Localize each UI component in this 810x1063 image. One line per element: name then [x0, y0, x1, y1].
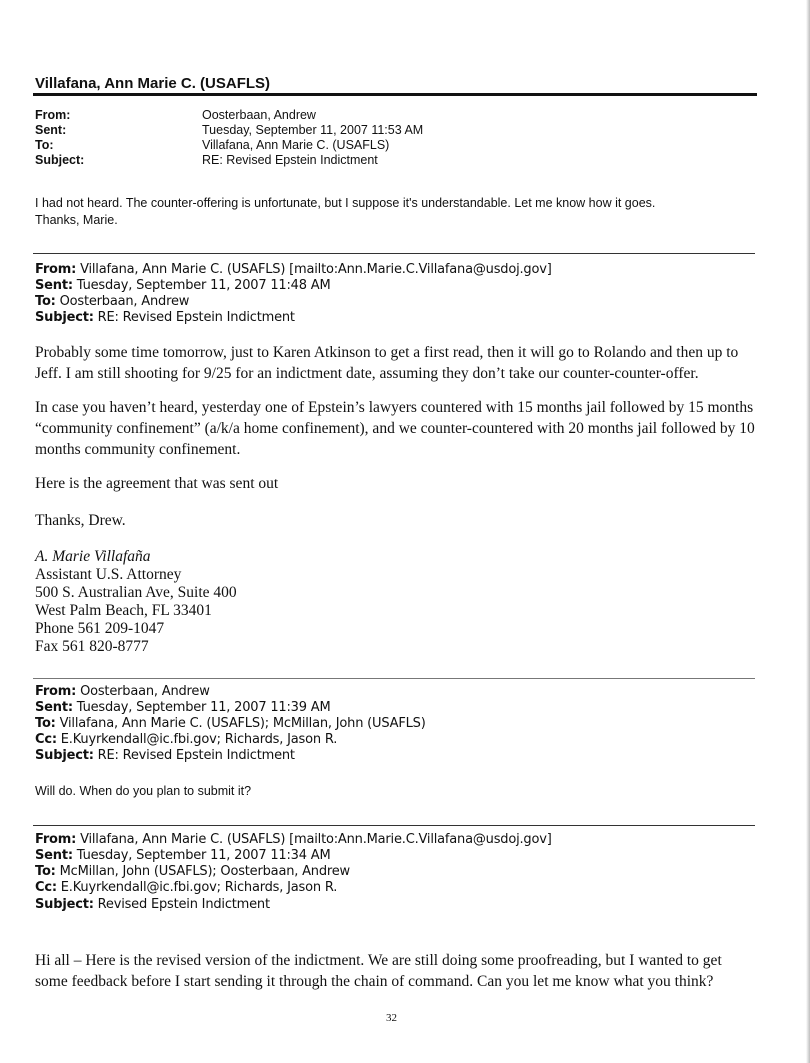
reply2-cc-line: Cc: E.Kuyrkendall@ic.fbi.gov; Richards, Jason R. — [35, 732, 338, 747]
header-rule — [33, 93, 757, 96]
to-value: Villafana, Ann Marie C. (USAFLS) — [202, 138, 390, 152]
signature-name: A. Marie Villafaña — [35, 548, 151, 565]
reply2-subject-line: Subject: RE: Revised Epstein Indictment — [35, 748, 295, 763]
reply1-sent-line: Sent: Tuesday, September 11, 2007 11:48 AM — [35, 278, 331, 293]
separator-rule — [33, 678, 755, 679]
subject-label: Subject: — [35, 153, 85, 167]
sent-value: Tuesday, September 11, 2007 11:53 AM — [202, 123, 424, 137]
signature-address2: West Palm Beach, FL 33401 — [35, 602, 212, 619]
reply1-signoff: Thanks, Drew. — [35, 512, 126, 529]
from-label: From: — [35, 108, 71, 122]
original-to-line: To: McMillan, John (USAFLS); Oosterbaan, Andrew — [35, 864, 350, 879]
signature-phone: Phone 561 209-1047 — [35, 620, 165, 637]
original-sent-line: Sent: Tuesday, September 11, 2007 11:34 AM — [35, 848, 331, 863]
separator-rule — [33, 253, 755, 254]
original-from-line: From: Villafana, Ann Marie C. (USAFLS) [mailto:Ann.Marie.C.Villafana@usdoj.gov] — [35, 832, 552, 847]
from-value: Oosterbaan, Andrew — [202, 108, 316, 122]
signature-fax: Fax 561 820-8777 — [35, 638, 149, 655]
signature-address1: 500 S. Australian Ave, Suite 400 — [35, 584, 237, 601]
sent-label: Sent: — [35, 123, 67, 137]
reply1-to-line: To: Oosterbaan, Andrew — [35, 294, 190, 309]
page-number: 32 — [386, 1012, 397, 1024]
mailbox-owner: Villafana, Ann Marie C. (USAFLS) — [35, 75, 271, 92]
reply2-sent-line: Sent: Tuesday, September 11, 2007 11:39 AM — [35, 700, 331, 715]
top-email-body: I had not heard. The counter-offering is unfortunate, but I suppose it's understandable. Let me know how it goes. — [35, 196, 656, 210]
reply1-paragraph: Probably some time tomorrow, just to Karen Atkinson to get a first read, then it will go to Rolando and then up to Jeff. I am still shooting for 9/25 for an indictment date, assuming they don’t take our counter-counter-offer. — [35, 344, 739, 382]
reply2-to-line: To: Villafana, Ann Marie C. (USAFLS); McMillan, John (USAFLS) — [35, 716, 426, 731]
original-body: Hi all – Here is the revised version of the indictment. We are still doing some proofreading, but I wanted to get some feedback before I start sending it through the chain of command. Can you let me know what you think? — [35, 952, 722, 990]
reply2-from-line: From: Oosterbaan, Andrew — [35, 684, 210, 699]
subject-value: RE: Revised Epstein Indictment — [202, 153, 378, 167]
reply1-paragraph: In case you haven’t heard, yesterday one of Epstein’s lawyers countered with 15 months jail followed by 15 months “community confinement” (a/k/a home confinement), and we counter-countered with 20 months jail followed by 10 months community confinement. — [35, 399, 755, 458]
scan-edge — [806, 0, 810, 1063]
separator-rule — [33, 825, 755, 826]
reply1-subject-line: Subject: RE: Revised Epstein Indictment — [35, 310, 295, 325]
reply1-paragraph: Here is the agreement that was sent out — [35, 475, 279, 492]
signature-title: Assistant U.S. Attorney — [35, 566, 182, 583]
to-label: To: — [35, 138, 54, 152]
reply2-body: Will do. When do you plan to submit it? — [35, 784, 252, 798]
original-cc-line: Cc: E.Kuyrkendall@ic.fbi.gov; Richards, Jason R. — [35, 880, 338, 895]
original-subject-line: Subject: Revised Epstein Indictment — [35, 897, 270, 912]
top-email-signoff: Thanks, Marie. — [35, 213, 118, 227]
reply1-from-line: From: Villafana, Ann Marie C. (USAFLS) [mailto:Ann.Marie.C.Villafana@usdoj.gov] — [35, 262, 552, 277]
